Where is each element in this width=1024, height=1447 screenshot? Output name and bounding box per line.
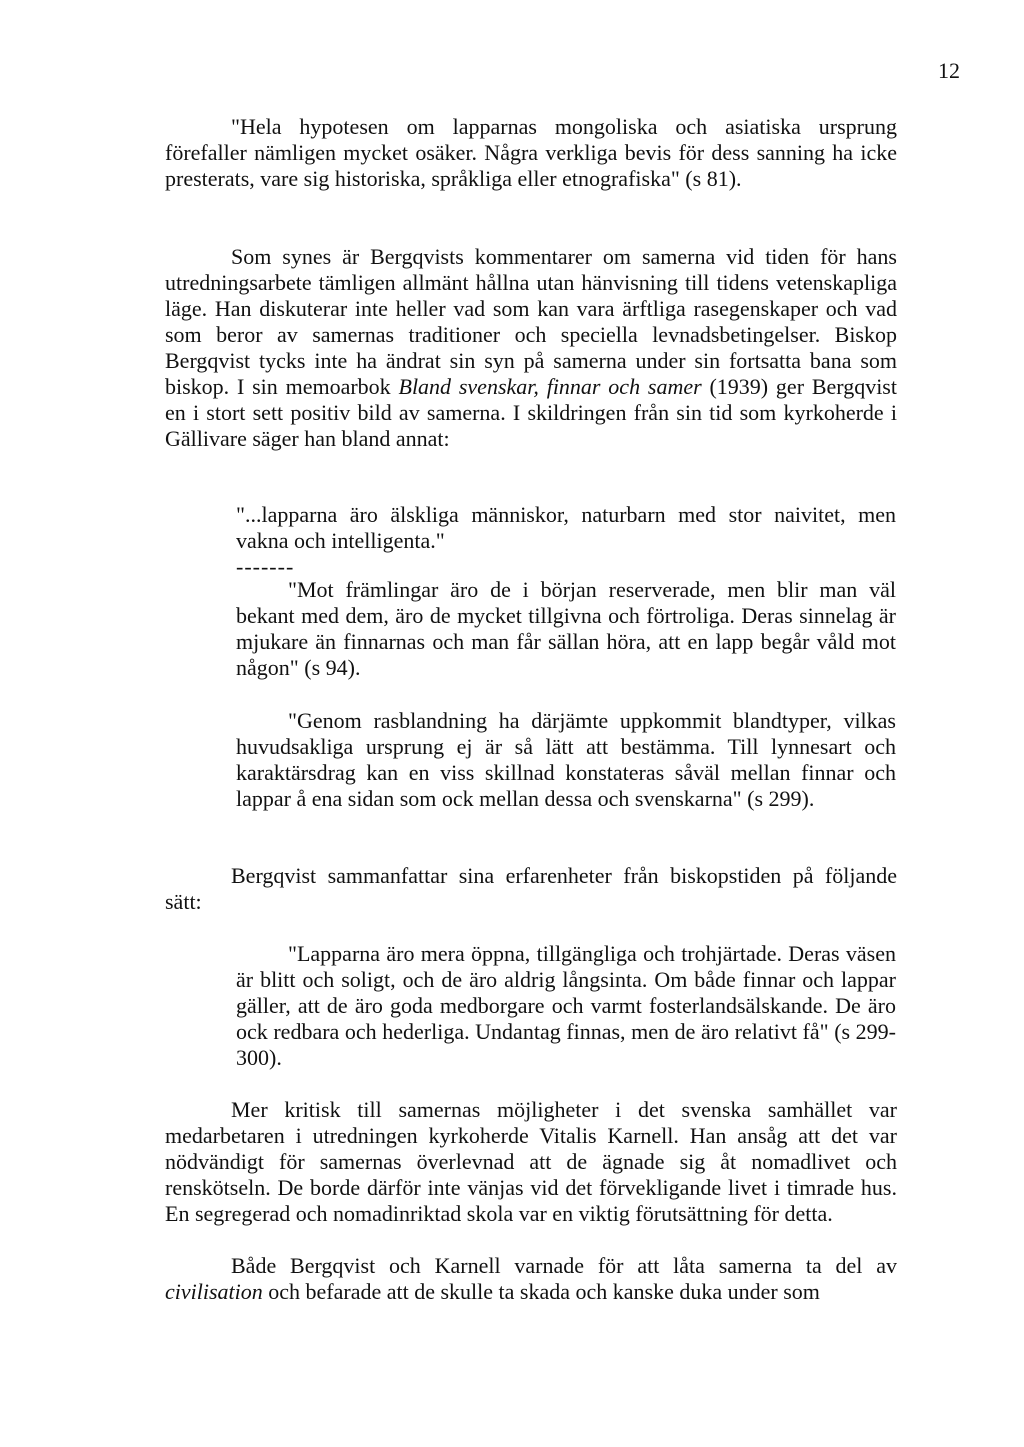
book-title: Bland svenskar, finnar och samer — [398, 374, 702, 399]
body-text: (1939) ger Bergqvist en i stort sett positiv bild av samerna. I skildringen från sin tid som kyrkoherde i Gällivare säger han bland annat: — [165, 374, 897, 451]
emphasized-word: civilisation — [165, 1279, 263, 1304]
body-paragraph-karnell: Mer kritisk till samernas möjligheter i det svenska samhället var medarbetaren i utredningen kyrkoherde Vitalis Karnell. Han ansåg att det var nödvändigt för samernas överlevnad att de ägnade sig åt nomadlivet och renskötseln. De borde därför inte vänjas vid det förvekligande livet i timrade hus. En segregerad och nomadinriktad skola var en viktig förutsättning för detta. — [165, 1097, 897, 1226]
quote-paragraph-hypotes: "Hela hypotesen om lapparnas mongoliska och asiatiska ursprung förefaller nämligen mycket osäker. Några verkliga bevis för dess sanning ha icke presterats, vare sig historiska, språkliga eller etnografiska" (s 81). — [165, 114, 897, 191]
dash-separator: ------- — [236, 554, 295, 579]
page-number: 12 — [938, 58, 960, 83]
body-text: Som synes är Bergqvists kommentarer om samerna vid tiden för hans utredningsarbete tämligen allmänt hållna utan hänvisning till tidens vetenskapliga läge. Han diskuterar inte heller vad som kan vara ärftliga rasegenskaper och vad som beror av samernas traditioner och speciella levnadsbetingelser. Biskop Bergqvist tycks inte ha ändrat sin syn på samerna under sin fortsatta bana som biskop. I sin memoarbok — [165, 244, 897, 399]
body-paragraph-sammanfattar: Bergqvist sammanfattar sina erfarenheter från biskopstiden på följande sätt: — [165, 863, 897, 914]
body-paragraph-bergqvist-kommentarer — [165, 244, 897, 452]
body-paragraph-civilisation — [165, 1253, 897, 1305]
body-text: Både Bergqvist och Karnell varnade för att låta samerna ta del av — [231, 1253, 897, 1278]
quote-framlingar: "Mot främlingar äro de i början reserverade, men blir man väl bekant med dem, äro de mycket tillgivna och förtroliga. Deras sinnelag är mjukare än finnarnas och man får sällan höra, att en lapp begår våld mot någon" (s 94). — [236, 577, 896, 680]
quote-lapparna-oppna: "Lapparna äro mera öppna, tillgängliga och trohjärtade. Deras väsen är blitt och soligt, och de äro aldrig långsinta. Om både finnar och lappar gäller, att de äro goda medborgare och varmt fosterlandsälskande. De äro ock redbara och hederliga. Undantag finnas, men de äro relativt få" (s 299-300). — [236, 941, 896, 1070]
body-text: och befarade att de skulle ta skada och kanske duka under som — [262, 1279, 820, 1304]
quote-lapparna-alskliga: "...lapparna äro älskliga människor, naturbarn med stor naivitet, men vakna och intelligenta." — [236, 502, 896, 553]
quote-rasblandning: "Genom rasblandning ha därjämte uppkommit blandtyper, vilkas huvudsakliga ursprung ej är så lätt att bestämma. Till lynnesart och karaktärsdrag kan en viss skillnad konstateras såväl mellan finnar och lappar å ena sidan som ock mellan dessa och svenskarna" (s 299). — [236, 708, 896, 811]
